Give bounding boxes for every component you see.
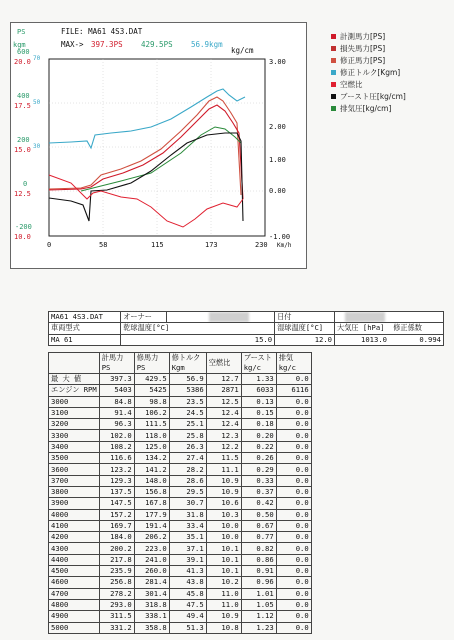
cell: 338.1 (134, 611, 169, 622)
right-unit-label: kg/cm (231, 46, 254, 55)
cell: 5403 (99, 385, 134, 396)
cell: 96.3 (99, 419, 134, 430)
cell: 0.82 (241, 543, 276, 554)
cell: 358.8 (134, 622, 169, 633)
cell: 10.9 (206, 611, 241, 622)
cell: 156.8 (134, 486, 169, 497)
col-header: 排気 kg/c (276, 353, 311, 374)
rpm-cell: 4900 (49, 611, 100, 622)
unit-ps-label: PS (17, 28, 26, 36)
cell: 256.8 (99, 577, 134, 588)
cell: 10.0 (206, 520, 241, 531)
cell: 98.8 (134, 396, 169, 407)
rpm-cell: 3500 (49, 453, 100, 464)
wet-value: 12.0 (275, 334, 335, 345)
legend-marker (331, 70, 336, 75)
table-row (49, 453, 312, 464)
legend-item (331, 102, 451, 114)
cell: 191.4 (134, 520, 169, 531)
cell: 49.4 (169, 611, 206, 622)
legend-label: 計測馬力[PS] (340, 31, 386, 41)
tick-red-600: 600 (17, 48, 30, 56)
file-label: FILE: MA61 4S3.DAT (61, 27, 143, 36)
cell: 0.26 (241, 453, 276, 464)
xtick-115: 115 (151, 241, 164, 249)
legend-label: 損失馬力[PS] (340, 43, 386, 53)
legend-item (331, 78, 451, 90)
chart-legend (331, 30, 451, 114)
cell: 6033 (241, 385, 276, 396)
cell: 12.2 (206, 441, 241, 452)
cell: 278.2 (99, 588, 134, 599)
cell: 167.8 (134, 498, 169, 509)
rpm-cell: 4100 (49, 520, 100, 531)
date-redacted (345, 312, 385, 322)
table-row (49, 599, 312, 610)
cell: 293.0 (99, 599, 134, 610)
xtick-0: 0 (47, 241, 52, 249)
cell: 0.18 (241, 419, 276, 430)
cell: 1.01 (241, 588, 276, 599)
tick-right-2: 2.00 (269, 123, 286, 131)
rpm-cell: 3100 (49, 407, 100, 418)
cell: 0.0 (276, 486, 311, 497)
series-afr (49, 175, 243, 227)
cell: 0.86 (241, 554, 276, 565)
date-value (335, 312, 444, 323)
cell: 0.0 (276, 566, 311, 577)
cell: 29.5 (169, 486, 206, 497)
cell: 397.3 (99, 374, 134, 385)
cell: 0.0 (276, 430, 311, 441)
cell: 106.2 (134, 407, 169, 418)
series-corrected-power (49, 97, 241, 195)
rpm-cell: 4600 (49, 577, 100, 588)
max-torque: 56.9kgm (191, 40, 223, 49)
cell: 0.0 (276, 520, 311, 531)
table-row (49, 486, 312, 497)
legend-label: 修正馬力[PS] (340, 55, 386, 65)
cell: 10.6 (206, 498, 241, 509)
cell: 177.9 (134, 509, 169, 520)
table-row (49, 430, 312, 441)
series-exhaust (81, 127, 241, 191)
cell: 39.1 (169, 554, 206, 565)
cell: 111.5 (134, 419, 169, 430)
cell: 123.2 (99, 464, 134, 475)
cell: 0.0 (276, 532, 311, 543)
cell: 1.05 (241, 599, 276, 610)
cell: 0.42 (241, 498, 276, 509)
cell: 217.8 (99, 554, 134, 565)
cell: 10.1 (206, 554, 241, 565)
tick-right-3: 3.00 (269, 58, 286, 66)
cell: 311.5 (99, 611, 134, 622)
cell: 134.2 (134, 453, 169, 464)
legend-marker (331, 82, 336, 87)
cell: 0.0 (276, 464, 311, 475)
max-label: MAX-> (61, 40, 84, 49)
tick-right-m1: -1.00 (269, 233, 291, 241)
cell: 125.0 (134, 441, 169, 452)
cell: 1.23 (241, 622, 276, 633)
table-row (49, 396, 312, 407)
cell: 12.5 (206, 396, 241, 407)
tick-kgm-30: 30 (33, 143, 41, 150)
rpm-cell: 3000 (49, 396, 100, 407)
cell: 0.33 (241, 475, 276, 486)
cell: 12.7 (206, 374, 241, 385)
series-measured-power (49, 105, 243, 199)
cell: 0.20 (241, 430, 276, 441)
cell: 0.0 (276, 599, 311, 610)
cell: 56.9 (169, 374, 206, 385)
cell: 25.1 (169, 419, 206, 430)
col-header: ブースト kg/c (241, 353, 276, 374)
cell: 102.0 (99, 430, 134, 441)
cell: 28.6 (169, 475, 206, 486)
cell: 10.8 (206, 622, 241, 633)
cell: 0.0 (276, 509, 311, 520)
tick-ps-10: 10.0 (14, 233, 31, 241)
legend-label: 修正トルク[Kgm] (340, 67, 401, 77)
chart-svg (11, 23, 306, 268)
cell: 11.5 (206, 453, 241, 464)
legend-label: 排気圧[kg/cm] (340, 103, 392, 113)
rpm-cell: 3900 (49, 498, 100, 509)
cell: 0.0 (276, 554, 311, 565)
cell: 129.3 (99, 475, 134, 486)
cell: 0.67 (241, 520, 276, 531)
legend-item (331, 90, 451, 102)
cell: 116.6 (99, 453, 134, 464)
table-row (49, 554, 312, 565)
legend-label: ブースト圧[kg/cm] (340, 91, 406, 101)
cell: 0.0 (276, 419, 311, 430)
cell: 0.22 (241, 441, 276, 452)
table-row (49, 498, 312, 509)
rpm-cell: 3300 (49, 430, 100, 441)
xtick-173: 173 (205, 241, 218, 249)
cell: 0.0 (276, 543, 311, 554)
cell: 0.0 (276, 396, 311, 407)
owner-label: オーナー (121, 312, 167, 323)
table-row (49, 566, 312, 577)
table-row (49, 588, 312, 599)
cell: 147.5 (99, 498, 134, 509)
cell: 12.4 (206, 419, 241, 430)
cell: 6116 (276, 385, 311, 396)
tick-red-400: 400 (17, 92, 30, 100)
tick-red-200: 200 (17, 136, 30, 144)
cell: 0.0 (276, 611, 311, 622)
cell: 0.13 (241, 396, 276, 407)
rpm-cell: 3200 (49, 419, 100, 430)
tick-kgm-70: 70 (33, 55, 41, 62)
rpm-cell: 4700 (49, 588, 100, 599)
rpm-row (49, 385, 312, 396)
table-row (49, 520, 312, 531)
cell: 27.4 (169, 453, 206, 464)
cell: 31.8 (169, 509, 206, 520)
press-corr-values (335, 334, 444, 345)
cell: 23.5 (169, 396, 206, 407)
table-row (49, 407, 312, 418)
col-header: 計馬力 PS (99, 353, 134, 374)
cell: 10.1 (206, 543, 241, 554)
cell: 10.3 (206, 509, 241, 520)
cell: 223.0 (134, 543, 169, 554)
cell: 200.2 (99, 543, 134, 554)
cell: 10.9 (206, 475, 241, 486)
table-row (49, 611, 312, 622)
rpm-cell: 3400 (49, 441, 100, 452)
cell: 260.0 (134, 566, 169, 577)
cell: 1.12 (241, 611, 276, 622)
legend-item (331, 66, 451, 78)
rpm-cell: 4200 (49, 532, 100, 543)
cell: 0.77 (241, 532, 276, 543)
header-empty (49, 353, 100, 374)
cell: 43.8 (169, 577, 206, 588)
legend-marker (331, 46, 336, 51)
cell: 84.8 (99, 396, 134, 407)
table-row (49, 532, 312, 543)
legend-item (331, 54, 451, 66)
rpm-cell: 3800 (49, 486, 100, 497)
cell: 45.8 (169, 588, 206, 599)
cell: 0.0 (276, 374, 311, 385)
rpm-data-table (48, 352, 312, 634)
col-header: 空燃比 (206, 353, 241, 374)
cell: 26.3 (169, 441, 206, 452)
cell: 0.0 (276, 577, 311, 588)
cell: 169.7 (99, 520, 134, 531)
cell: 11.0 (206, 599, 241, 610)
corr-label: 修正係数 (393, 323, 422, 333)
cell: 429.5 (134, 374, 169, 385)
cell: 157.2 (99, 509, 134, 520)
col-header: 修トルク Kgm (169, 353, 206, 374)
dyno-chart (10, 22, 307, 269)
file-name: MA61 4S3.DAT (49, 312, 121, 323)
max-row-label: 最 大 値 (49, 374, 100, 385)
table-row (49, 475, 312, 486)
cell: 24.5 (169, 407, 206, 418)
cell: 108.2 (99, 441, 134, 452)
cell: 184.0 (99, 532, 134, 543)
table-row (49, 577, 312, 588)
cell: 10.9 (206, 486, 241, 497)
cell: 0.37 (241, 486, 276, 497)
rpm-cell: 4000 (49, 509, 100, 520)
cell: 25.8 (169, 430, 206, 441)
cell: 148.0 (134, 475, 169, 486)
owner-redacted (209, 312, 249, 322)
press-value: 1013.0 (361, 334, 387, 344)
tick-right-1: 1.00 (269, 156, 286, 164)
cell: 318.8 (134, 599, 169, 610)
cell: 41.3 (169, 566, 206, 577)
dry-label: 乾球温度[°C] (121, 323, 275, 334)
dry-value: 15.0 (121, 334, 275, 345)
legend-item (331, 30, 451, 42)
rpm-cell: 3600 (49, 464, 100, 475)
cell: 331.2 (99, 622, 134, 633)
cell: 206.2 (134, 532, 169, 543)
table-row (49, 441, 312, 452)
cell: 241.0 (134, 554, 169, 565)
cell: 28.2 (169, 464, 206, 475)
rpm-cell: 4500 (49, 566, 100, 577)
tick-ps-20: 20.0 (14, 58, 31, 66)
model-label: 車両型式 (49, 323, 121, 334)
cell: 33.4 (169, 520, 206, 531)
cell: 0.29 (241, 464, 276, 475)
legend-label: 空燃比 (340, 79, 363, 89)
cell: 11.0 (206, 588, 241, 599)
legend-item (331, 42, 451, 54)
max-row (49, 374, 312, 385)
tick-ps-125: 12.5 (14, 190, 31, 198)
cell: 281.4 (134, 577, 169, 588)
cell: 141.2 (134, 464, 169, 475)
cell: 35.1 (169, 532, 206, 543)
cell: 0.0 (276, 453, 311, 464)
rpm-cell: 5000 (49, 622, 100, 633)
legend-marker (331, 106, 336, 111)
cell: 2871 (206, 385, 241, 396)
table-row (49, 509, 312, 520)
owner-value (167, 312, 275, 323)
table-row (49, 622, 312, 633)
cell: 5425 (134, 385, 169, 396)
cell: 12.4 (206, 407, 241, 418)
cell: 301.4 (134, 588, 169, 599)
header-table (48, 311, 444, 346)
corr-value: 0.994 (419, 334, 441, 344)
cell: 118.0 (134, 430, 169, 441)
legend-marker (331, 34, 336, 39)
cell: 0.50 (241, 509, 276, 520)
rpm-cell: 3700 (49, 475, 100, 486)
rpm-cell: 4400 (49, 554, 100, 565)
cell: 12.3 (206, 430, 241, 441)
cell: 0.15 (241, 407, 276, 418)
x-unit: Km/h (277, 242, 292, 249)
cell: 0.91 (241, 566, 276, 577)
tick-kgm-50: 50 (33, 99, 41, 106)
cell: 1.33 (241, 374, 276, 385)
cell: 0.0 (276, 588, 311, 599)
cell: 51.3 (169, 622, 206, 633)
tick-right-0: 0.00 (269, 187, 286, 195)
max-corrected: 429.5PS (141, 40, 173, 49)
series-boost (49, 133, 243, 221)
kgm-unit-label: kgm (13, 41, 26, 49)
cell: 0.0 (276, 498, 311, 509)
cell: 10.0 (206, 532, 241, 543)
rpm-row-label: エンジン RPM (49, 385, 100, 396)
tick-ps-15: 15.0 (14, 146, 31, 154)
tick-red-0: 0 (23, 180, 28, 188)
grid (49, 59, 265, 236)
max-measured: 397.3PS (91, 40, 123, 49)
cell: 47.5 (169, 599, 206, 610)
table-row (49, 464, 312, 475)
cell: 10.1 (206, 566, 241, 577)
table-row (49, 419, 312, 430)
press-corr-labels (335, 323, 444, 334)
cell: 30.7 (169, 498, 206, 509)
cell: 235.9 (99, 566, 134, 577)
date-label: 日付 (275, 312, 335, 323)
press-label: 大気圧 [hPa] (337, 323, 385, 333)
tick-ps-175: 17.5 (14, 102, 31, 110)
cell: 5386 (169, 385, 206, 396)
wet-label: 湿球温度[°C] (275, 323, 335, 334)
cell: 0.96 (241, 577, 276, 588)
cell: 0.0 (276, 622, 311, 633)
cell: 37.1 (169, 543, 206, 554)
cell: 137.5 (99, 486, 134, 497)
cell: 0.0 (276, 475, 311, 486)
cell: 0.0 (276, 407, 311, 418)
table-row (49, 543, 312, 554)
legend-marker (331, 94, 336, 99)
rpm-cell: 4800 (49, 599, 100, 610)
cell: 0.0 (276, 441, 311, 452)
rpm-cell: 4300 (49, 543, 100, 554)
table-header-row (49, 353, 312, 374)
col-header: 修馬力 PS (134, 353, 169, 374)
tick-red-m200: -200 (15, 223, 32, 231)
cell: 10.2 (206, 577, 241, 588)
cell: 91.4 (99, 407, 134, 418)
legend-marker (331, 58, 336, 63)
xtick-230: 230 (255, 241, 268, 249)
cell: 11.1 (206, 464, 241, 475)
xtick-58: 58 (99, 241, 108, 249)
model-value: MA 61 (49, 334, 121, 345)
